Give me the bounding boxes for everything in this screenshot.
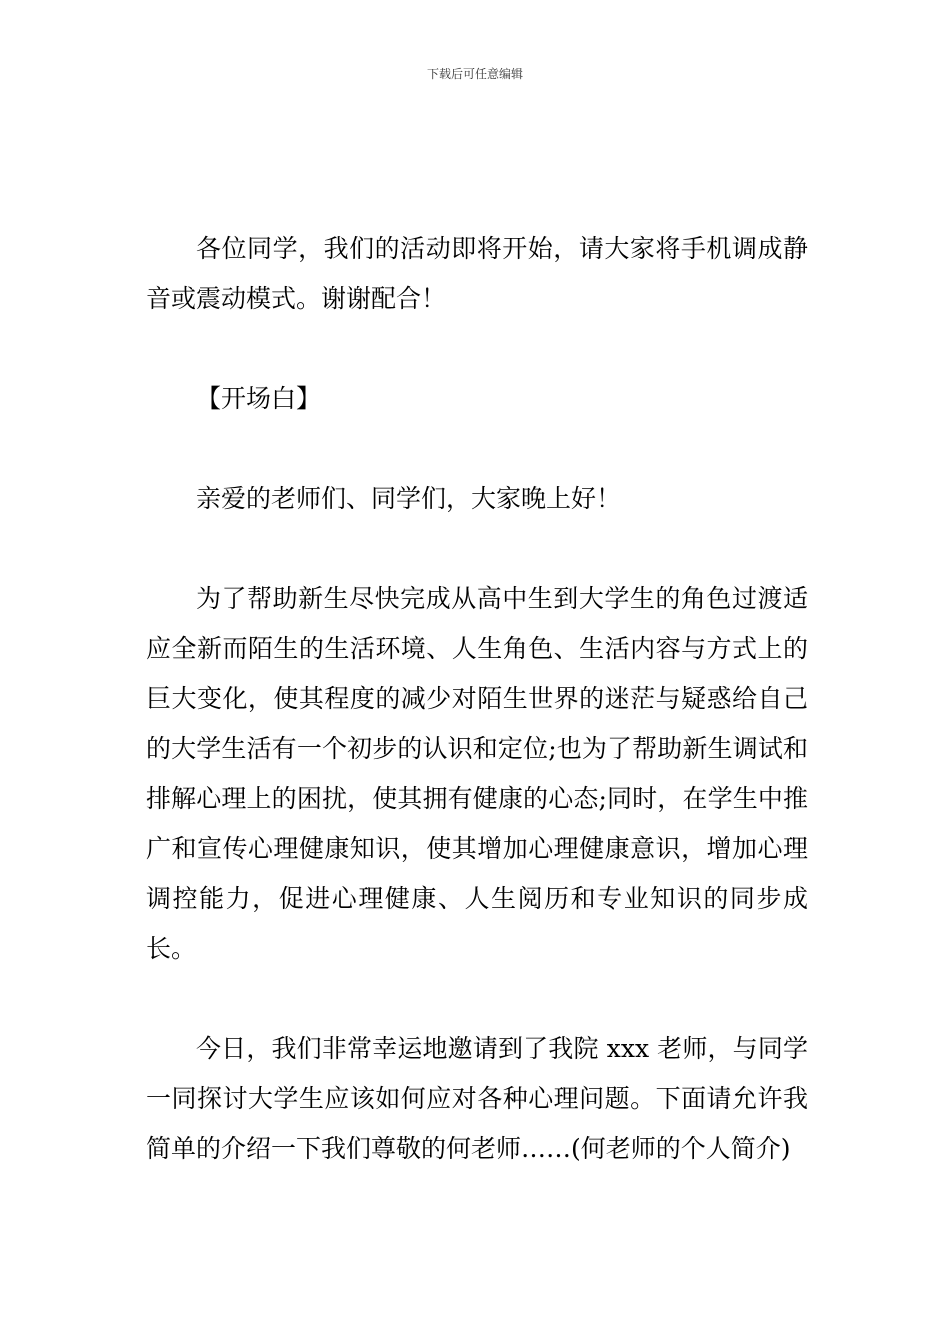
paragraph-introduction: 今日，我们非常幸运地邀请到了我院 xxx 老师，与同学一同探讨大学生应该如何应对各种心理问题。下面请允许我简单的介绍一下我们尊敬的何老师……(何老师的个人简介) [146, 1034, 808, 1163]
document-body [146, 224, 808, 1224]
paragraph-purpose: 为了帮助新生尽快完成从高中生到大学生的角色过渡适应全新而陌生的生活环境、人生角色、生活内容与方式上的巨大变化，使其程度的减少对陌生世界的迷茫与疑惑给自己的大学生活有一个初步的认识和定位;也为了帮助新生调试和排解心理上的困扰，使其拥有健康的心态;同时，在学生中推广和宣传心理健康知识，使其增加心理健康意识，增加心理调控能力，促进心理健康、人生阅历和专业知识的同步成长。 [146, 584, 808, 963]
page-header-note: 下载后可任意编辑 [426, 67, 523, 81]
paragraph-greeting: 亲爱的老师们、同学们，大家晚上好！ [196, 484, 622, 513]
paragraph-notice: 各位同学，我们的活动即将开始，请大家将手机调成静音或震动模式。谢谢配合！ [146, 234, 808, 313]
section-heading-opening: 【开场白】 [196, 384, 322, 413]
